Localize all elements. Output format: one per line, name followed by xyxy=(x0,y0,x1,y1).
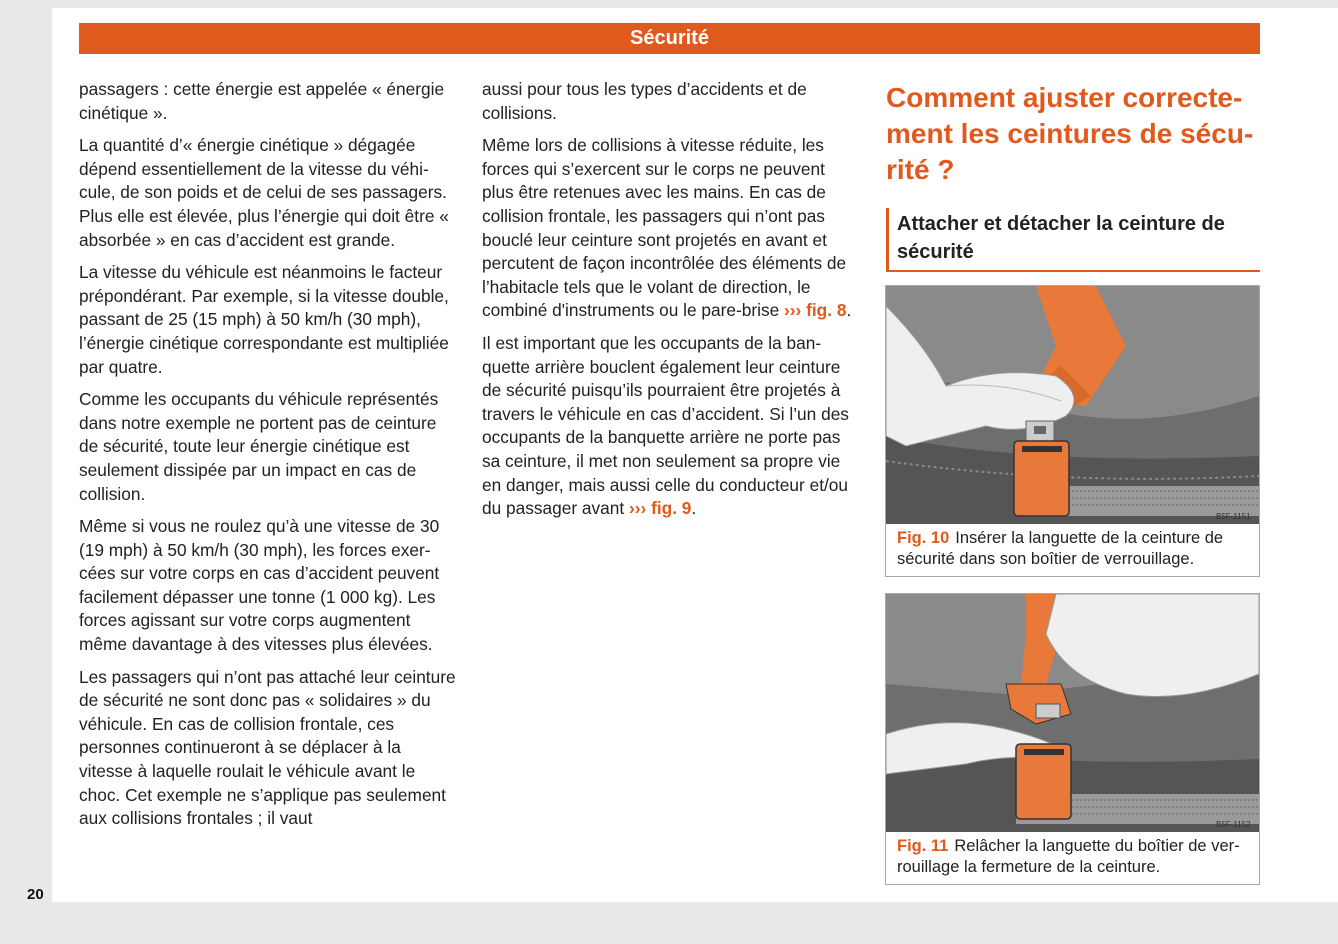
caption-text: Relâcher la languette du boîtier de verrouillage la fermeture de la ceinture. xyxy=(897,837,1240,876)
paragraph: passagers : cette énergie est appelée « énergie cinétique ». xyxy=(79,79,445,123)
text-column-2 xyxy=(482,78,860,530)
paragraph: Même si vous ne roulez qu’à une vitesse de 30 (19 mph) à 50 km/h (30 mph), les forces exercées sur votre corps en cas d’accident peuvent facilement dépasser une tonne (1 000 kg). Les forces agissant sur votre corps augmentent même davantage à des vitesses plus élevées. xyxy=(79,516,440,655)
figure-caption xyxy=(886,524,1259,570)
figure-10 xyxy=(885,285,1260,577)
paragraph xyxy=(482,134,860,323)
paragraph: Les passagers qui n’ont pas attaché leur ceinture de sécurité ne sont donc pas « solidaires » du véhicule. En cas de collision frontale, ces personnes continueront à se déplacer à la vitesse à laquelle roulait le véhicule avant le choc. Cet exemple ne s’applique pas seulement aux collisions frontales ; il vaut xyxy=(79,666,456,829)
paragraph-text: Il est important que les occupants de la banquette arrière bouclent également leur ceinture de sécurité puisqu’ils pourraient être projetés à travers le véhicule en cas d’accident. Si l’un des occupants de la banquette arrière ne porte pas sa ceinture, il met non seulement sa propre vie en danger, mais aussi celle du conducteur et/ou du passager avant xyxy=(482,332,849,519)
figure-label: Fig. 11 xyxy=(897,837,949,855)
figure-code: B5F-1151 xyxy=(1216,512,1251,521)
caption-text: Insérer la languette de la ceinture de sécurité dans son boîtier de verrouillage. xyxy=(897,529,1224,568)
period: . xyxy=(846,300,852,321)
page-number: 20 xyxy=(27,886,44,903)
figure-label: Fig. 10 xyxy=(897,529,950,547)
section-heading: Comment ajuster correctement les ceintures de sécurité ? xyxy=(886,82,1254,185)
period: . xyxy=(691,498,697,519)
fig-8-link[interactable]: ››› fig. 8 xyxy=(784,300,847,321)
paragraph: aussi pour tous les types d’accidents et de collisions. xyxy=(482,79,807,123)
seatbelt-insert-illustration xyxy=(886,286,1259,524)
text-column-1 xyxy=(79,78,459,840)
subsection-heading: Attacher et détacher la ceinture de sécurité xyxy=(886,208,1260,272)
paragraph-text: Même lors de collisions à vitesse réduite, les forces qui s’exercent sur le corps ne peuvent plus être retenues avec les mains. En cas de collision frontale, les passagers qui n’ont pas bouclé leur ceinture sont projetés en avant et percutent de façon incontrôlée des éléments de l’habitacle tels que le volant de direction, le combiné d'instruments ou le pare-brise xyxy=(482,135,847,321)
figure-caption xyxy=(886,832,1259,878)
figure-code: B5F-1152 xyxy=(1216,820,1251,829)
section-header: Sécurité xyxy=(79,23,1260,54)
paragraph: Comme les occupants du véhicule représentés dans notre exemple ne portent pas de ceinture de sécurité, toute leur énergie cinétique est seulement dissipée par un impact en cas de collision. xyxy=(79,389,439,504)
fig-9-link[interactable]: ››› fig. 9 xyxy=(629,498,692,519)
seatbelt-release-illustration xyxy=(886,594,1259,832)
figure-11 xyxy=(885,593,1260,885)
paragraph: La quantité d’« énergie cinétique » dégagée dépend essentiellement de la vitesse du véhicule, de son poids et de celui de ses passagers. Plus elle est élevée, plus l’énergie qui doit être « absorbée » en cas d’accident est grande. xyxy=(79,135,449,250)
paragraph: La vitesse du véhicule est néanmoins le facteur prépondérant. Par exemple, si la vitesse double, passant de 25 (15 mph) à 50 km/h (30 mph), l’énergie cinétique correspondante est multipliée par quatre. xyxy=(79,262,449,377)
paragraph xyxy=(482,332,860,521)
